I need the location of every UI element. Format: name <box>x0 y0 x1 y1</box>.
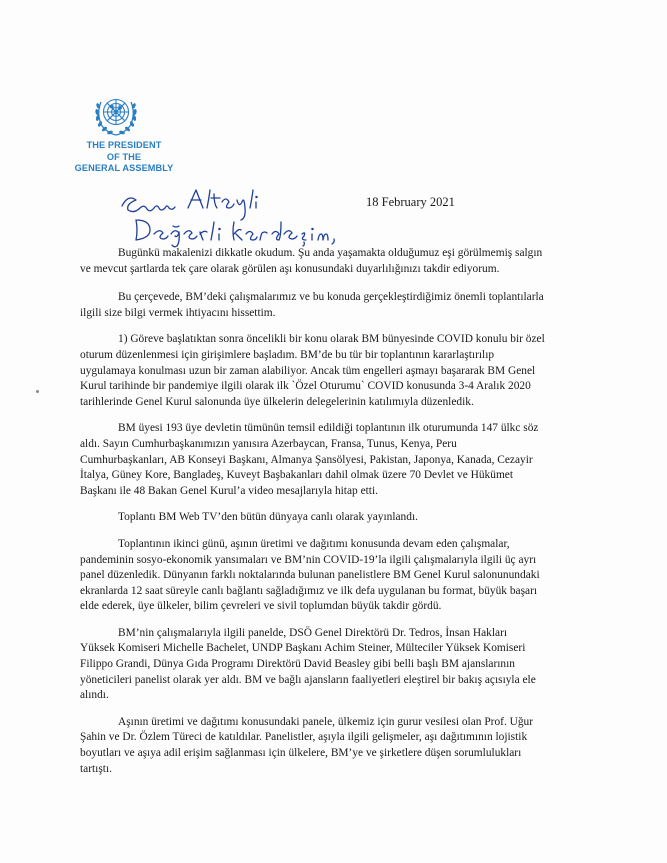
text-line: tarihlerinde Genel Kurul salonunda üye ülkelerin delegelerinin katılımıyla düzenledik. <box>80 395 474 408</box>
text-line: pandeminin sosyo-ekonomik yansımaları ve BM’nin COVID-19’la ilgili çalışmalarıyla ilgili üç ayrı <box>80 553 537 566</box>
text-line: Toplantı BM Web TV’den bütün dünyaya canlı olarak yayınlandı. <box>118 511 418 524</box>
paragraph <box>80 626 590 704</box>
office-line: THE PRESIDENT <box>86 140 162 150</box>
text-line: BM’nin çalışmalarıyla ilgili panelde, DSÖ Genel Direktörü Dr. Tedros, İnsan Hakları <box>118 626 508 639</box>
text-line: boyutları ve aşıya adil erişim sağlanması için ülkelere, BM’ye ve şirketlere düşen sorumlulukları <box>80 747 522 760</box>
text-line: uygulamaya konulması uzun bir zaman alabiliyor. Ancak tüm engelleri aşmayı başararak BM Genel <box>80 364 536 377</box>
text-line: tartıştı. <box>80 762 112 775</box>
text-line: panel düzenledik. Dünyanın farklı noktalarında bulunan panelistlere BM Genel Kurul salonunundaki <box>80 569 540 582</box>
text-line: Bu çerçevede, BM’deki çalışmalarımız ve bu konuda gerçekleştirdiğimiz önemli toplantılarla <box>118 291 544 304</box>
text-line: Cumhurbaşkanları, AB Konseyi Başkanı, Almanya Şansölyesi, Pakistan, Japonya, Kanada, Cezayir <box>80 453 533 466</box>
text-line: Kurul tarihinde bir pandemiye ilgili olarak ilk `Özel Oturumu` COVID konusunda 3-4 Aralık 2020 <box>80 380 531 393</box>
text-line: Bugünkü makalenizi dikkatle okudum. Şu anda yaşamakta olduğumuz eşi görülmemiş salgın <box>118 247 543 259</box>
text-line: elde ederek, üye ülkeler, bilim çevreleri ve sivil toplumdan büyük takdir gördü. <box>80 600 442 613</box>
office-line: OF THE <box>106 151 142 162</box>
paragraph <box>80 290 590 321</box>
text-line: ve mevcut şartlarda tek çare olarak görülen aşı konusundaki duyarlılığınızı takdir ediyorum. <box>80 262 500 275</box>
paragraph <box>80 510 590 526</box>
text-line: BM üyesi 193 üye devletin tümünün temsil edildiği toplantının ilk oturumunda 147 ülkc söz <box>118 422 539 435</box>
text-line: İtalya, Güney Kore, Bangladeş, Kuveyt Başbakanları dahil olmak üzere 70 Devlet ve Hükümet <box>80 469 514 482</box>
text-line: Başkanı ile 48 Bakan Genel Kurul’a video mesajlarıyla hitap etti. <box>80 484 378 497</box>
paragraph <box>80 715 590 777</box>
margin-mark <box>36 390 39 393</box>
un-emblem-icon <box>90 92 142 140</box>
text-line: Toplantının ikinci günü, aşının üretimi ve dağıtımı konusunda devam eden çalışmalar, <box>118 537 510 550</box>
text-line: oturum düzenlenmesi için girişimlere başladım. BM’de bu tür bir toplantının kararlaştırılıp <box>80 348 495 361</box>
text-line: ilgili size bilgi vermek ihtiyacını hissettim. <box>80 306 276 319</box>
handwritten-salutation <box>116 182 366 252</box>
office-title <box>74 140 174 175</box>
text-line: Şahin ve Dr. Özlem Türeci de katıldılar. Panelistler, aşıyla ilgili gelişmeler, aşı dağıtımının lojistik <box>80 731 528 744</box>
text-line: alındı. <box>80 689 109 702</box>
text-line: Yüksek Komiseri Michelle Bachelet, UNDP Başkanı Achim Steiner, Mülteciler Yüksek Komiseri <box>80 642 526 655</box>
text-line: Filippo Grandi, Dünya Gıda Programı Direktörü David Beasley gibi belli başlı BM ajanslarının <box>80 658 515 671</box>
letter-body <box>80 246 590 788</box>
paragraph <box>80 246 590 277</box>
text-line: ekranlarda 12 saat süreyle canlı bağlantı sağladığımız ve ilk defa uygulanan bu format, büyük başarı <box>80 584 538 597</box>
text-line: 1) Göreve başlatıktan sonra öncelikli bir konu olarak BM bünyesinde COVID konulu bir özel <box>118 333 545 346</box>
paragraph <box>80 332 590 410</box>
text-line: aldı. Sayın Cumhurbaşkanımızın yanısıra Azerbaycan, Fransa, Tunus, Kenya, Peru <box>80 437 457 450</box>
paragraph <box>80 421 590 499</box>
text-line: Aşının üretimi ve dağıtımı konusundaki panele, ülkemiz için gurur vesilesi olan Prof. Uğur <box>118 715 534 728</box>
letter-date: 18 February 2021 <box>366 195 455 209</box>
office-line: GENERAL ASSEMBLY <box>74 163 174 173</box>
text-line: yöneticileri panelist olarak yer aldı. BM ve bağlı ajansların faaliyetleri eleştirel bir bakış açısıyla ele <box>80 673 536 686</box>
paragraph <box>80 537 590 615</box>
